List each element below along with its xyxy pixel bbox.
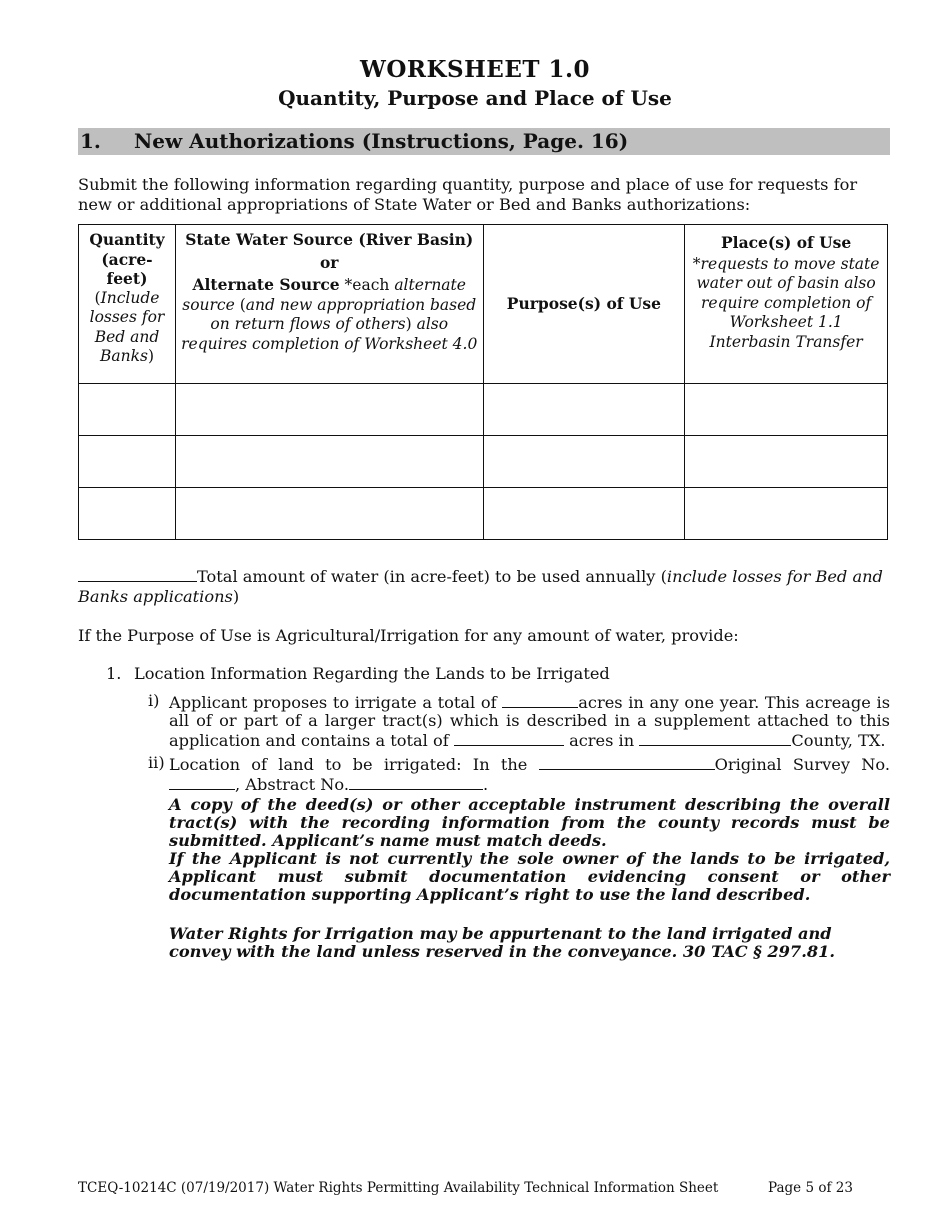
item-i-text3: acres in <box>569 731 635 750</box>
item-i-body <box>169 692 890 750</box>
alternate-source-return-flows: and new appropriation based on return flows of others <box>210 295 477 333</box>
ownership-consent-notice: If the Applicant is not currently the sole owner of the lands to be irrigated, Applicant must submit documentation evidencing consent or other documentation supporting Applicant’s right to use the land described. <box>169 849 890 904</box>
place-header-title: Place(s) of Use <box>721 233 852 252</box>
source-header-or: or <box>319 252 339 272</box>
item-ii-text1: Location of land to be irrigated: In the <box>169 755 528 774</box>
alternate-paren-open: ( <box>234 295 246 314</box>
total-amount-field[interactable] <box>78 566 197 582</box>
source-cell[interactable] <box>175 384 483 436</box>
quantity-header-line1: Quantity <box>89 230 165 249</box>
purpose-cell[interactable] <box>483 436 685 488</box>
item-i-text4: County, TX. <box>791 731 886 750</box>
item-i-marker: i) <box>148 691 160 710</box>
quantity-note-open: ( <box>94 288 101 307</box>
tract-acres-field[interactable] <box>454 730 564 746</box>
total-amount-text: Total amount of water (in acre-feet) to be used annually ( <box>197 567 667 586</box>
total-amount-line <box>78 566 890 607</box>
footer-page-number: Page 5 of 23 <box>768 1180 853 1196</box>
abstract-number-field[interactable] <box>349 774 483 790</box>
section-title: New Authorizations (Instructions, Page. 16) <box>134 129 629 153</box>
quantity-header <box>79 225 176 384</box>
intro-paragraph: Submit the following information regarding quantity, purpose and place of use for requests for new or additional appropriations of State Water or Bed and Banks authorizations: <box>78 175 858 214</box>
authorization-table <box>78 224 888 540</box>
table-row <box>79 384 888 436</box>
alternate-paren-close: ) <box>405 315 412 333</box>
quantity-cell[interactable] <box>79 488 176 540</box>
county-field[interactable] <box>639 730 791 746</box>
table-row <box>79 488 888 540</box>
item-ii-marker: ii) <box>148 753 165 772</box>
place-cell[interactable] <box>685 488 888 540</box>
quantity-header-line3: feet) <box>106 269 148 288</box>
irrigate-acres-field[interactable] <box>502 692 578 708</box>
alternate-source-label: Alternate Source <box>192 275 340 294</box>
section-number: 1. <box>80 129 101 153</box>
place-header-note: *requests to move state water out of basin also require completion of Worksheet 1.1 Interbasin Transfer <box>692 254 880 351</box>
page-title: WORKSHEET 1.0 <box>359 56 590 83</box>
item-ii-text4: . <box>483 775 489 794</box>
item-ii-text3: , Abstract No. <box>235 775 350 794</box>
source-cell[interactable] <box>175 436 483 488</box>
alternate-source-italic: alternate source <box>182 276 466 314</box>
item-ii-body <box>169 754 890 961</box>
quantity-header-note: Include losses for Bed and Banks <box>89 288 165 365</box>
purpose-cell[interactable] <box>483 384 685 436</box>
page-subtitle: Quantity, Purpose and Place of Use <box>278 86 672 110</box>
source-header <box>175 225 483 384</box>
place-header <box>685 225 888 384</box>
irrigation-intro: If the Purpose of Use is Agricultural/Irrigation for any amount of water, provide: <box>78 626 739 645</box>
place-cell[interactable] <box>685 436 888 488</box>
appurtenance-notice: Water Rights for Irrigation may be appurtenant to the land irrigated and convey with the land unless reserved in the conveyance. 30 TAC § 297.81. <box>169 924 835 961</box>
list-number: 1. <box>106 664 122 683</box>
alternate-source-star: *each <box>339 276 395 294</box>
item-i-text1: Applicant proposes to irrigate a total of <box>169 693 497 712</box>
quantity-header-line2: (acre- <box>101 249 153 269</box>
source-header-title: State Water Source (River Basin) <box>185 230 474 249</box>
quantity-note-close: ) <box>147 347 154 365</box>
table-header-row <box>79 225 888 384</box>
footer-form-id: TCEQ-10214C (07/19/2017) Water Rights Permitting Availability Technical Information Sheet <box>78 1180 719 1196</box>
quantity-cell[interactable] <box>79 384 176 436</box>
quantity-cell[interactable] <box>79 436 176 488</box>
table-row <box>79 436 888 488</box>
total-amount-close: ) <box>232 587 240 606</box>
section-header <box>78 128 890 155</box>
purpose-header-title: Purpose(s) of Use <box>506 293 661 313</box>
survey-number-field[interactable] <box>169 774 235 790</box>
deed-requirement-notice: A copy of the deed(s) or other acceptable instrument describing the overall tract(s) with the recording information from the county records must be submitted. Applicant’s name must match deeds. <box>169 795 890 850</box>
source-cell[interactable] <box>175 488 483 540</box>
purpose-cell[interactable] <box>483 488 685 540</box>
place-cell[interactable] <box>685 384 888 436</box>
survey-name-field[interactable] <box>539 754 715 770</box>
purpose-header <box>483 225 685 384</box>
total-amount-italic2: Banks applications <box>78 587 233 606</box>
item-ii-text2: Original Survey No. <box>714 755 890 774</box>
item-i-text2: acres in any one year. This acreage is all of or part of a larger tract(s) which is described in a supplement attached to this application and contains a total of <box>169 693 891 750</box>
total-amount-italic: include losses for Bed and <box>666 567 883 586</box>
alternate-source-worksheet-note: also requires completion of Worksheet 4.0 <box>181 315 478 353</box>
list-label: Location Information Regarding the Lands to be Irrigated <box>134 664 610 683</box>
